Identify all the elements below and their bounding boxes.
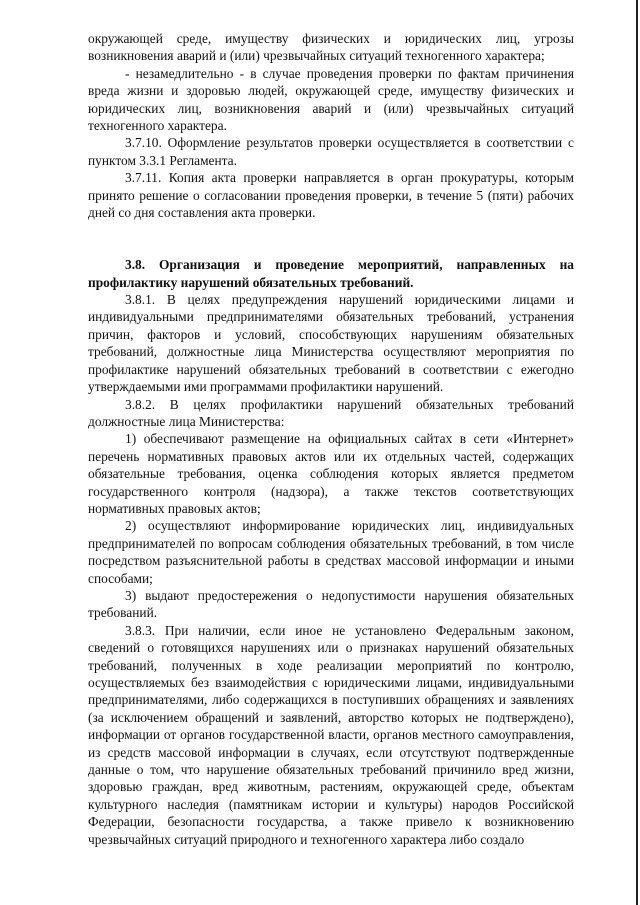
paragraph-continuation: окружающей среде, имуществу физических и юридических лиц, угрозы возникновения аварий и (или) чрезвычайных ситуаций техногенного характера; xyxy=(88,31,574,64)
section-gap xyxy=(88,239,574,256)
list-item-2: 2) осуществляют информирование юридических лиц, индивидуальных предпринимателей по вопросам соблюдения обязательных требований, в том числе посредством разъяснительной работы в средствах массовой информации и иными способами; xyxy=(88,518,574,586)
paragraph-3-8-2: 3.8.2. В целях профилактики нарушений обязательных требований должностные лица Министерства: xyxy=(88,396,574,429)
paragraph-3-7-11: 3.7.11. Копия акта проверки направляется в орган прокуратуры, которым принято решение о согласовании проведения проверки, в течение 5 (пяти) рабочих дней со дня составления акта проверки. xyxy=(88,170,574,221)
page-edge-rule xyxy=(636,0,638,905)
section-heading-3-8: 3.8. Организация и проведение мероприятий, направленных на профилактику нарушений обязательных требований. xyxy=(88,257,574,290)
paragraph-3-8-3: 3.8.3. При наличии, если иное не установлено Федеральным законом, сведений о готовящихся нарушениях или о признаках нарушений обязательных требований, полученных в ходе реализации мероприятий по контролю, осуществляемых без взаимодействия с юридическими лицами, индивидуальными предпринимателями, либо содержащихся в поступивших обращениях и заявлениях (за исключением обращений и заявлений, авторство которых не подтверждено), информации от органов государственной власти, органов местного самоуправления, из средств массовой информации в случаях, если отсутствуют подтвержденные данные о том, что нарушение обязательных требований причинило вред жизни, здоровью граждан, вред животным, растениям, окружающей среде, объектам культурного наследия (памятникам истории и культуры) народов Российской Федерации, безопасности государства, а также привело к возникновению чрезвычайных ситуаций природного и техногенного характера либо создало xyxy=(88,622,574,847)
paragraph-3-8-1: 3.8.1. В целях предупреждения нарушений юридическими лицами и индивидуальными предпринимателями обязательных требований, устранения причин, факторов и условий, способствующих нарушениям обязательных требований, должностные лица Министерства осуществляют мероприятия по профилактике нарушений обязательных требований в соответствии с ежегодно утверждаемыми ими программами профилактики нарушений. xyxy=(88,292,574,395)
list-item-3: 3) выдают предостережения о недопустимости нарушения обязательных требований. xyxy=(88,587,574,621)
list-item-1: 1) обеспечивают размещение на официальных сайтах в сети «Интернет» перечень нормативных правовых актов или их отдельных частей, содержащих обязательные требования, оценка соблюдения которых является предметом государственного контроля (надзора), а также текстов соответствующих нормативных правовых актов; xyxy=(88,431,574,516)
section-gap xyxy=(88,221,574,238)
paragraph-3-7-10: 3.7.10. Оформление результатов проверки осуществляется в соответствии с пунктом 3.3.1 Регламента. xyxy=(88,135,574,168)
document-page xyxy=(88,30,574,848)
paragraph-immediately-clause: - незамедлительно - в случае проведения проверки по фактам причинения вреда жизни и здоровью людей, окружающей среде, имуществу физических и юридических лиц, возникновения аварий и (или) чрезвычайных ситуаций техногенного характера. xyxy=(88,65,574,134)
